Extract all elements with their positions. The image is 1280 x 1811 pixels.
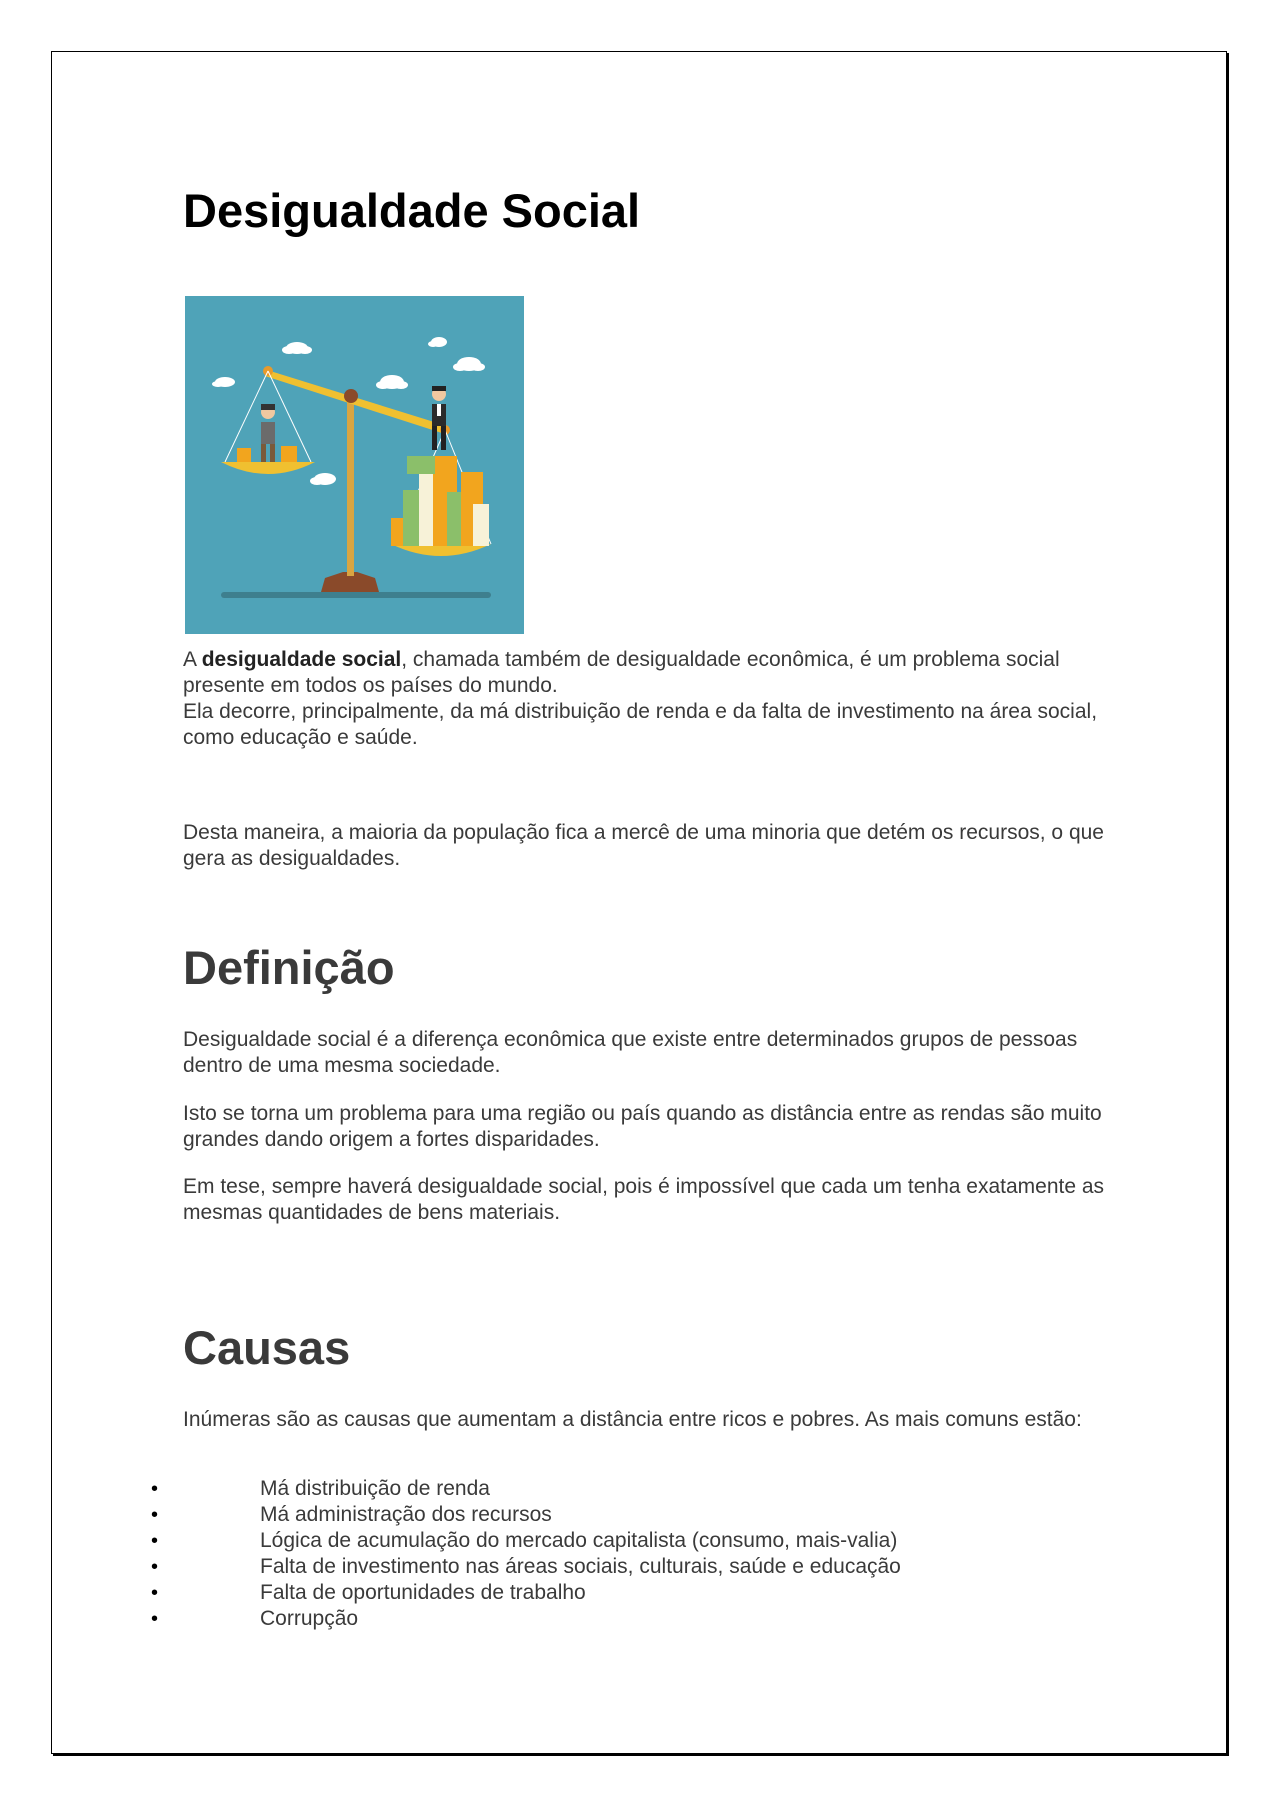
list-item-text: Corrupção	[260, 1607, 359, 1630]
intro-bold-term: desigualdade social	[201, 648, 402, 671]
bullet-icon: •	[151, 1556, 159, 1578]
bullet-icon: •	[151, 1504, 159, 1526]
causas-intro-paragraph: Inúmeras são as causas que aumentam a distância entre ricos e pobres. As mais comuns estão:	[183, 1408, 1082, 1431]
scale-inequality-illustration	[185, 296, 524, 634]
list-item-text: Falta de investimento nas áreas sociais, culturais, saúde e educação	[260, 1555, 901, 1578]
bullet-icon: •	[151, 1478, 159, 1500]
intro-paragraph-2: Desta maneira, a maioria da população fica a mercê de uma minoria que detém os recursos, o que gera as desigualdades.	[183, 821, 1104, 870]
bullet-icon: •	[151, 1582, 159, 1604]
list-item-text: Má administração dos recursos	[260, 1503, 552, 1526]
document-title: Desigualdade Social	[183, 184, 641, 237]
definicao-paragraph-1: Desigualdade social é a diferença econômica que existe entre determinados grupos de pessoas dentro de uma mesma sociedade.	[183, 1028, 1078, 1077]
list-item-text: Lógica de acumulação do mercado capitalista (consumo, mais-valia)	[260, 1529, 898, 1552]
definicao-paragraph-2: Isto se torna um problema para uma região ou país quando as distância entre as rendas são muito grandes dando origem a fortes disparidades.	[183, 1102, 1102, 1151]
list-item	[151, 1528, 1143, 1554]
list-item-text: Falta de oportunidades de trabalho	[260, 1581, 586, 1604]
list-item	[151, 1502, 1143, 1528]
causas-list	[151, 1476, 1143, 1632]
bullet-icon: •	[151, 1608, 159, 1630]
list-item	[151, 1554, 1143, 1580]
intro-line-2: Ela decorre, principalmente, da má distribuição de renda e da falta de investimento na área social, como educação e saúde.	[183, 700, 1098, 749]
list-item-text: Má distribuição de renda	[260, 1477, 490, 1500]
list-item	[151, 1606, 1143, 1632]
section-heading-causas: Causas	[183, 1321, 351, 1374]
document-page	[51, 51, 1227, 1754]
intro-paragraph-1	[183, 647, 1113, 751]
section-heading-definicao: Definição	[183, 941, 395, 994]
definicao-paragraph-3: Em tese, sempre haverá desigualdade social, pois é impossível que cada um tenha exatamente as mesmas quantidades de bens materiais.	[183, 1175, 1105, 1224]
bullet-icon: •	[151, 1530, 159, 1552]
intro-rest-text: , chamada também de desigualdade econômica, é um problema social presente em todos os países do mundo.	[183, 648, 1060, 697]
intro-lead-text: A	[183, 648, 202, 671]
list-item	[151, 1476, 1143, 1502]
list-item	[151, 1580, 1143, 1606]
